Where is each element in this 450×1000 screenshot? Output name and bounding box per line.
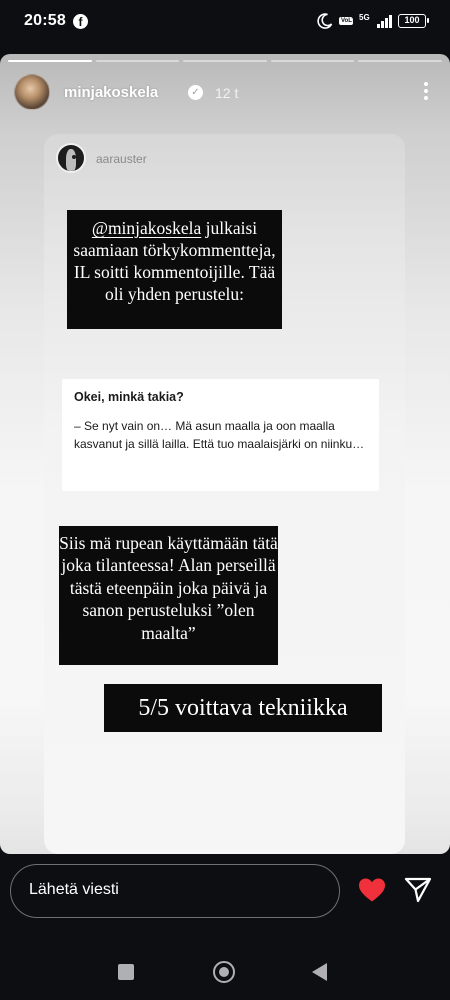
story-time-ago: 12 t [215,85,239,101]
signal-icon [377,14,392,28]
volte-icon: VoLTE [341,18,360,24]
status-bar [0,0,450,44]
progress-segment [96,60,180,62]
caption-box-comment: Siis mä rupean käyttämään tätä joka tilanteessa! Alan perseillä tästä eteenpäin joka päivä ja sanon perusteluksi ”olen maalta” [59,526,278,665]
quote-answer: – Se nyt vain on… Mä asun maalla ja oon maalla kasvanut ja sillä lailla. Että tuo maalaisjärki on niinku… [74,419,365,451]
progress-segment [271,60,355,62]
story-username[interactable]: minjakoskela [64,84,159,101]
quoted-article-card [62,379,379,491]
caption-intro-text: julkaisi saamiaan törkykommentteja, IL soitti kommentoijille. Tää oli yhden perustelu: [73,218,276,304]
progress-segment [8,60,92,62]
quote-question: Okei, minkä takia? [74,390,184,404]
battery-icon: 100 [398,14,426,28]
send-icon[interactable] [403,876,433,904]
story-header [14,74,436,114]
send-message-input[interactable] [10,864,340,918]
system-navigation-bar [0,940,450,1000]
shared-post-username[interactable]: aarauster [96,152,147,166]
mention-link[interactable]: @minjakoskela [91,218,202,238]
home-icon[interactable] [213,961,235,983]
caption-box-intro [67,210,282,329]
user-avatar[interactable] [14,74,50,110]
shared-post-avatar[interactable] [56,143,86,173]
heart-icon[interactable] [358,877,386,903]
verified-badge-icon: ✓ [188,85,203,100]
progress-segment [183,60,267,62]
status-time: 20:58 [24,12,66,29]
progress-segment [358,60,442,62]
back-icon[interactable] [312,963,327,981]
caption-box-rating: 5/5 voittava tekniikka [104,684,382,732]
network-type-icon: 5G [359,13,370,22]
recent-apps-icon[interactable] [118,964,134,980]
status-icons [317,12,426,30]
more-options-icon[interactable] [418,82,434,104]
facebook-icon: f [73,14,88,29]
moon-icon [317,13,333,29]
send-message-placeholder: Lähetä viesti [29,881,119,898]
story-progress-bar [8,60,442,62]
